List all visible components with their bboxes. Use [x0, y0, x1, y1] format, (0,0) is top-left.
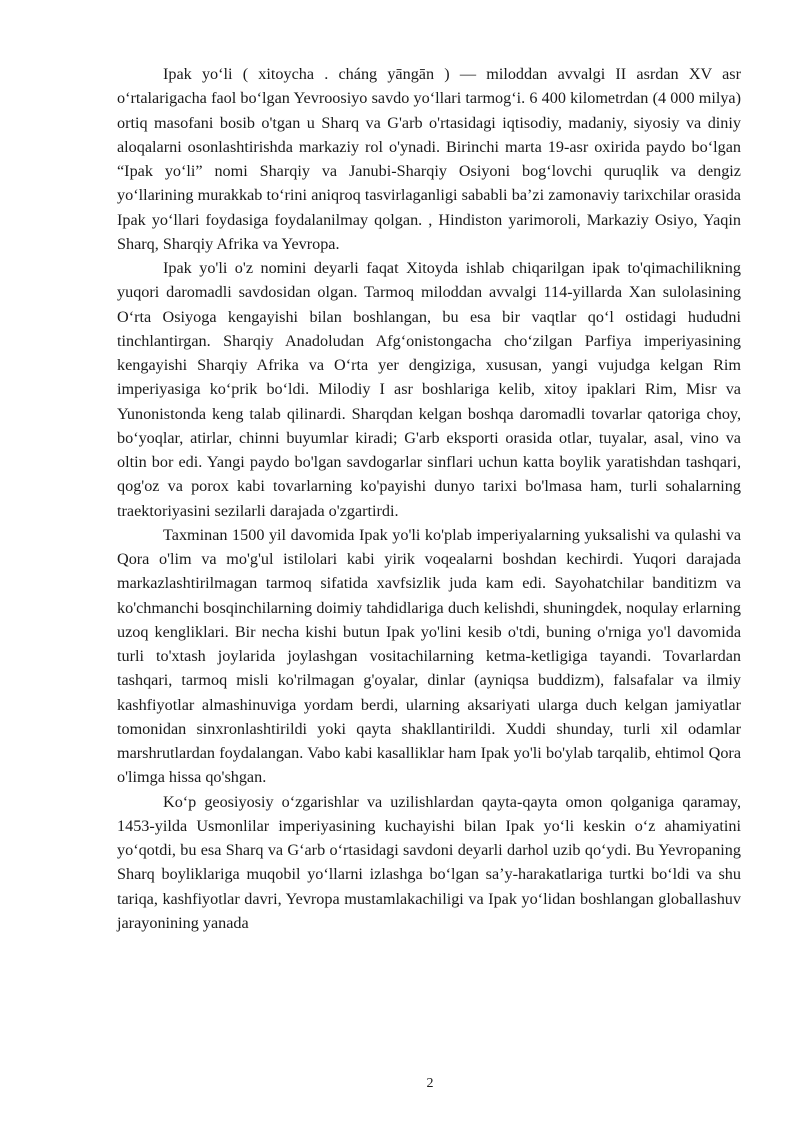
- document-body: [117, 62, 741, 935]
- page-number: 2: [426, 1076, 434, 1091]
- paragraph-4: Koʻp geosiyosiy oʻzgarishlar va uzilishlardan qayta-qayta omon qolganiga qaramay, 1453-yilda Usmonlilar imperiyasining kuchayishi bilan Ipak yoʻli keskin oʻz ahamiyatini yoʻqotdi, bu esa Sharq va Gʻarb oʻrtasidagi savdoni deyarli darhol uzib qoʻydi. Bu Yevropaning Sharq boyliklariga muqobil yoʻllarni izlashga boʻlgan saʼy-harakatlariga turtki boʻldi va shu tariqa, kashfiyotlar davri, Yevropa mustamlakachiligi va Ipak yoʻlidan boshlangan globallashuv jarayonining yanada: [117, 792, 741, 932]
- paragraph-3: Taxminan 1500 yil davomida Ipak yo'li ko'plab imperiyalarning yuksalishi va qulashi va Qora o'lim va mo'g'ul istilolari kabi yirik voqealarni boshdan kechirdi. Yuqori darajada markazlashtirilmagan tarmoq sifatida xavfsizlik juda kam edi. Sayohatchilar banditizm va ko'chmanchi bosqinchilarning doimiy tahdidlariga duch kelishdi, shuningdek, noqulay erlarning uzoq kengliklari. Bir necha kishi butun Ipak yo'lini kesib o'tdi, buning o'rniga yo'l davomida turli to'xtash joylarida joylashgan vositachilarning ketma-ketligiga tayandi. Tovarlardan tashqari, tarmoq misli ko'rilmagan g'oyalar, dinlar (ayniqsa buddizm), falsafalar va ilmiy kashfiyotlar almashinuviga yordam berdi, ularning aksariyati ularga duch kelgan jamiyatlar tomonidan sinxronlashtirildi yoki qayta shakllantirildi. Xuddi shunday, turli xil odamlar marshrutlardan foydalangan. Vabo kabi kasalliklar ham Ipak yo'li bo'ylab tarqalib, ehtimol Qora o'limga hissa qo'shgan.: [117, 525, 741, 787]
- paragraph-1: Ipak yoʻli ( xitoycha . cháng yāngān ) — miloddan avvalgi II asrdan XV asr oʻrtalarigacha faol boʻlgan Yevroosiyo savdo yoʻllari tarmogʻi. 6 400 kilometrdan (4 000 milya) ortiq masofani bosib o'tgan u Sharq va G'arb o'rtasidagi iqtisodiy, madaniy, siyosiy va diniy aloqalarni osonlashtirishda markaziy rol o'ynadi. Birinchi marta 19-asr oxirida paydo boʻlgan “Ipak yoʻli” nomi Sharqiy va Janubi-Sharqiy Osiyoni bogʻlovchi quruqlik va dengiz yoʻllarining murakkab toʻrini aniqroq tasvirlaganligi sababli baʼzi zamonaviy tarixchilar orasida Ipak yoʻllari foydasiga foydalanilmay qolgan. , Hindiston yarimoroli, Markaziy Osiyo, Yaqin Sharq, Sharqiy Afrika va Yevropa.: [117, 65, 741, 253]
- paragraph-2: Ipak yo'li o'z nomini deyarli faqat Xitoyda ishlab chiqarilgan ipak to'qimachilikning yuqori daromadli savdosidan olgan. Tarmoq miloddan avvalgi 114-yillarda Xan sulolasining Oʻrta Osiyoga kengayishi bilan boshlangan, bu esa bir vaqtlar qoʻl ostidagi hududni tinchlantirgan. Sharqiy Anadoludan Afgʻonistongacha choʻzilgan Parfiya imperiyasining kengayishi Sharqiy Afrika va Oʻrta yer dengiziga, xususan, yangi vujudga kelgan Rim imperiyasiga koʻprik boʻldi. Milodiy I asr boshlariga kelib, xitoy ipaklari Rim, Misr va Yunonistonda keng talab qilinardi. Sharqdan kelgan boshqa daromadli tovarlar qatoriga choy, boʻyoqlar, atirlar, chinni buyumlar kiradi; G'arb eksporti orasida otlar, tuyalar, asal, vino va oltin bor edi. Yangi paydo bo'lgan savdogarlar sinflari uchun katta boylik yaratishdan tashqari, qog'oz va porox kabi tovarlarning ko'payishi dunyo tarixi bo'lmasa ham, turli sohalarning traektoriyasini sezilarli darajada o'zgartirdi.: [117, 259, 741, 520]
